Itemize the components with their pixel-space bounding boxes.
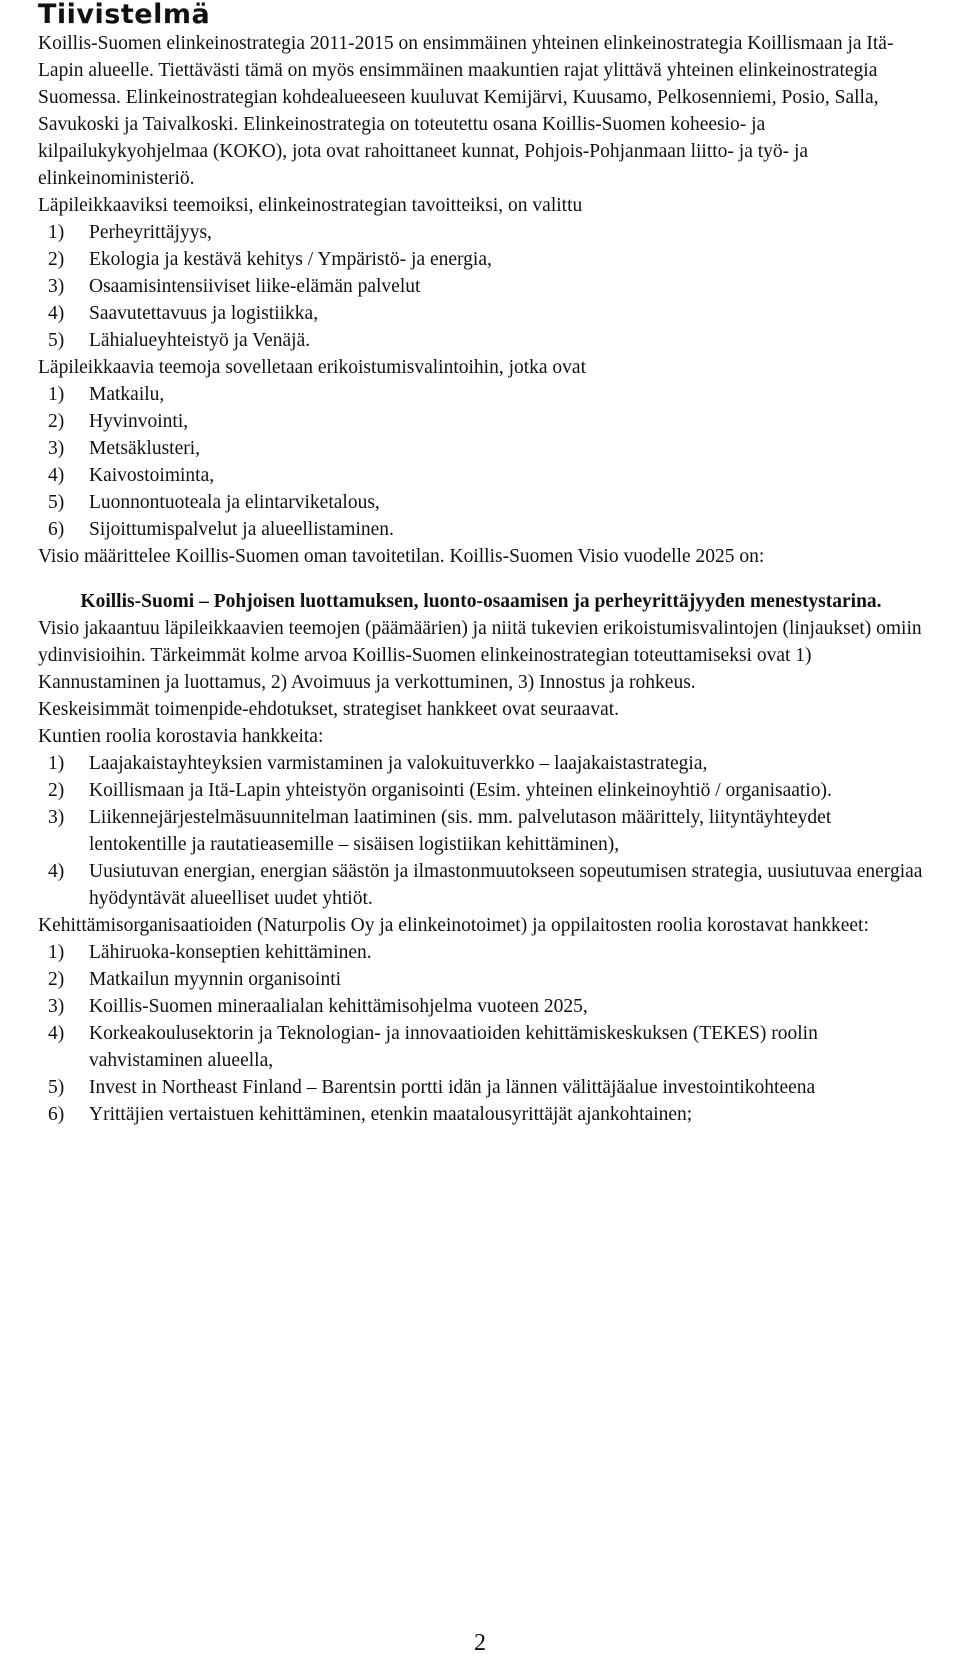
list-item: 4) Korkeakoulusektorin ja Teknologian- ja innovaatioiden kehittämiskeskuksen (TEKES) roolin vahvistaminen alueella, bbox=[48, 1023, 818, 1071]
specializations-list bbox=[38, 381, 924, 543]
vision-statement: Koillis-Suomi – Pohjoisen luottamuksen, luonto-osaamisen ja perheyrittäjyyden menestystarina. bbox=[80, 591, 882, 612]
page-number: 2 bbox=[474, 1630, 486, 1656]
list-item: 1) Perheyrittäjyys, bbox=[48, 222, 212, 243]
list-item: 5) Invest in Northeast Finland – Barentsin portti idän ja lännen välittäjäalue investointikohteena bbox=[48, 1077, 816, 1098]
list-item: 4) Kaivostoiminta, bbox=[48, 465, 215, 486]
list-item: 6) Sijoittumispalvelut ja alueellistaminen. bbox=[48, 519, 394, 540]
list-item: 1) Lähiruoka-konseptien kehittäminen. bbox=[48, 942, 372, 963]
list-item: 2) Matkailun myynnin organisointi bbox=[48, 969, 342, 990]
specializations-lead: Läpileikkaavia teemoja sovelletaan erikoistumisvalintoihin, jotka ovat bbox=[38, 357, 587, 378]
key-measures: Keskeisimmät toimenpide-ehdotukset, strategiset hankkeet ovat seuraavat. bbox=[38, 699, 620, 720]
municipal-lead: Kuntien roolia korostavia hankkeita: bbox=[38, 726, 324, 747]
list-item: 3) Liikennejärjestelmäsuunnitelman laatiminen (sis. mm. palvelutason määrittely, liityntäyhteydet lentokentille ja rautatieasemille – sisäisen logistiikan kehittäminen), bbox=[48, 807, 832, 855]
development-list bbox=[38, 939, 924, 1128]
vision-intro: Visio määrittelee Koillis-Suomen oman tavoitetilan. Koillis-Suomen Visio vuodelle 2025 on: bbox=[38, 546, 765, 567]
list-item: 3) Osaamisintensiiviset liike-elämän palvelut bbox=[48, 276, 421, 297]
list-item: 4) Uusiutuvan energian, energian säästön ja ilmastonmuutokseen sopeutumisen strategia, uusiutuvaa energiaa hyödyntävät alueelliset uudet yhtiöt. bbox=[48, 861, 923, 909]
vision-detail: Visio jakaantuu läpileikkaavien teemojen (päämäärien) ja niitä tukevien erikoistumisvalintojen (linjaukset) omiin ydinvisioihin. Tärkeimmät kolme arvoa Koillis-Suomen elinkeinostrategian toteuttamiseksi ovat 1) Kannustaminen ja luottamus, 2) Avoimuus ja verkottuminen, 3) Innostus ja rohkeus. bbox=[38, 618, 922, 693]
list-item: 5) Lähialueyhteistyö ja Venäjä. bbox=[48, 330, 311, 351]
list-item: 3) Metsäklusteri, bbox=[48, 438, 201, 459]
themes-list bbox=[38, 219, 924, 354]
municipal-list bbox=[38, 750, 924, 912]
list-item: 6) Yrittäjien vertaistuen kehittäminen, etenkin maatalousyrittäjät ajankohtainen; bbox=[48, 1104, 693, 1125]
development-lead: Kehittämisorganisaatioiden (Naturpolis Oy ja elinkeinotoimet) ja oppilaitosten roolia korostavat hankkeet: bbox=[38, 915, 869, 936]
list-item: 1) Laajakaistayhteyksien varmistaminen ja valokuituverkko – laajakaistastrategia, bbox=[48, 753, 708, 774]
themes-lead: Läpileikkaaviksi teemoiksi, elinkeinostrategian tavoitteiksi, on valittu bbox=[38, 195, 583, 216]
list-item: 2) Koillismaan ja Itä-Lapin yhteistyön organisointi (Esim. yhteinen elinkeinoyhtiö / organisaatio). bbox=[48, 780, 832, 801]
list-item: 2) Ekologia ja kestävä kehitys / Ympäristö- ja energia, bbox=[48, 249, 492, 270]
list-item: 2) Hyvinvointi, bbox=[48, 411, 189, 432]
list-item: 5) Luonnontuoteala ja elintarviketalous, bbox=[48, 492, 380, 513]
list-item: 4) Saavutettavuus ja logistiikka, bbox=[48, 303, 319, 324]
intro-paragraph: Koillis-Suomen elinkeinostrategia 2011-2015 on ensimmäinen yhteinen elinkeinostrategia Koillismaan ja Itä-Lapin alueelle. Tiettävästi tämä on myös ensimmäinen maakuntien rajat ylittävä yhteinen elinkeinostrategia Suomessa. Elinkeinostrategian kohdealueeseen kuuluvat Kemijärvi, Kuusamo, Pelkosenniemi, Posio, Salla, Savukoski ja Taivalkoski. Elinkeinostrategia on toteutettu osana Koillis-Suomen koheesio- ja kilpailukykyohjelmaa (KOKO), jota ovat rahoittaneet kunnat, Pohjois-Pohjanmaan liitto- ja työ- ja elinkeinoministeriö. bbox=[38, 33, 894, 189]
list-item: 3) Koillis-Suomen mineraalialan kehittämisohjelma vuoteen 2025, bbox=[48, 996, 588, 1017]
page-title: Tiivistelmä bbox=[38, 0, 211, 30]
list-item: 1) Matkailu, bbox=[48, 384, 165, 405]
